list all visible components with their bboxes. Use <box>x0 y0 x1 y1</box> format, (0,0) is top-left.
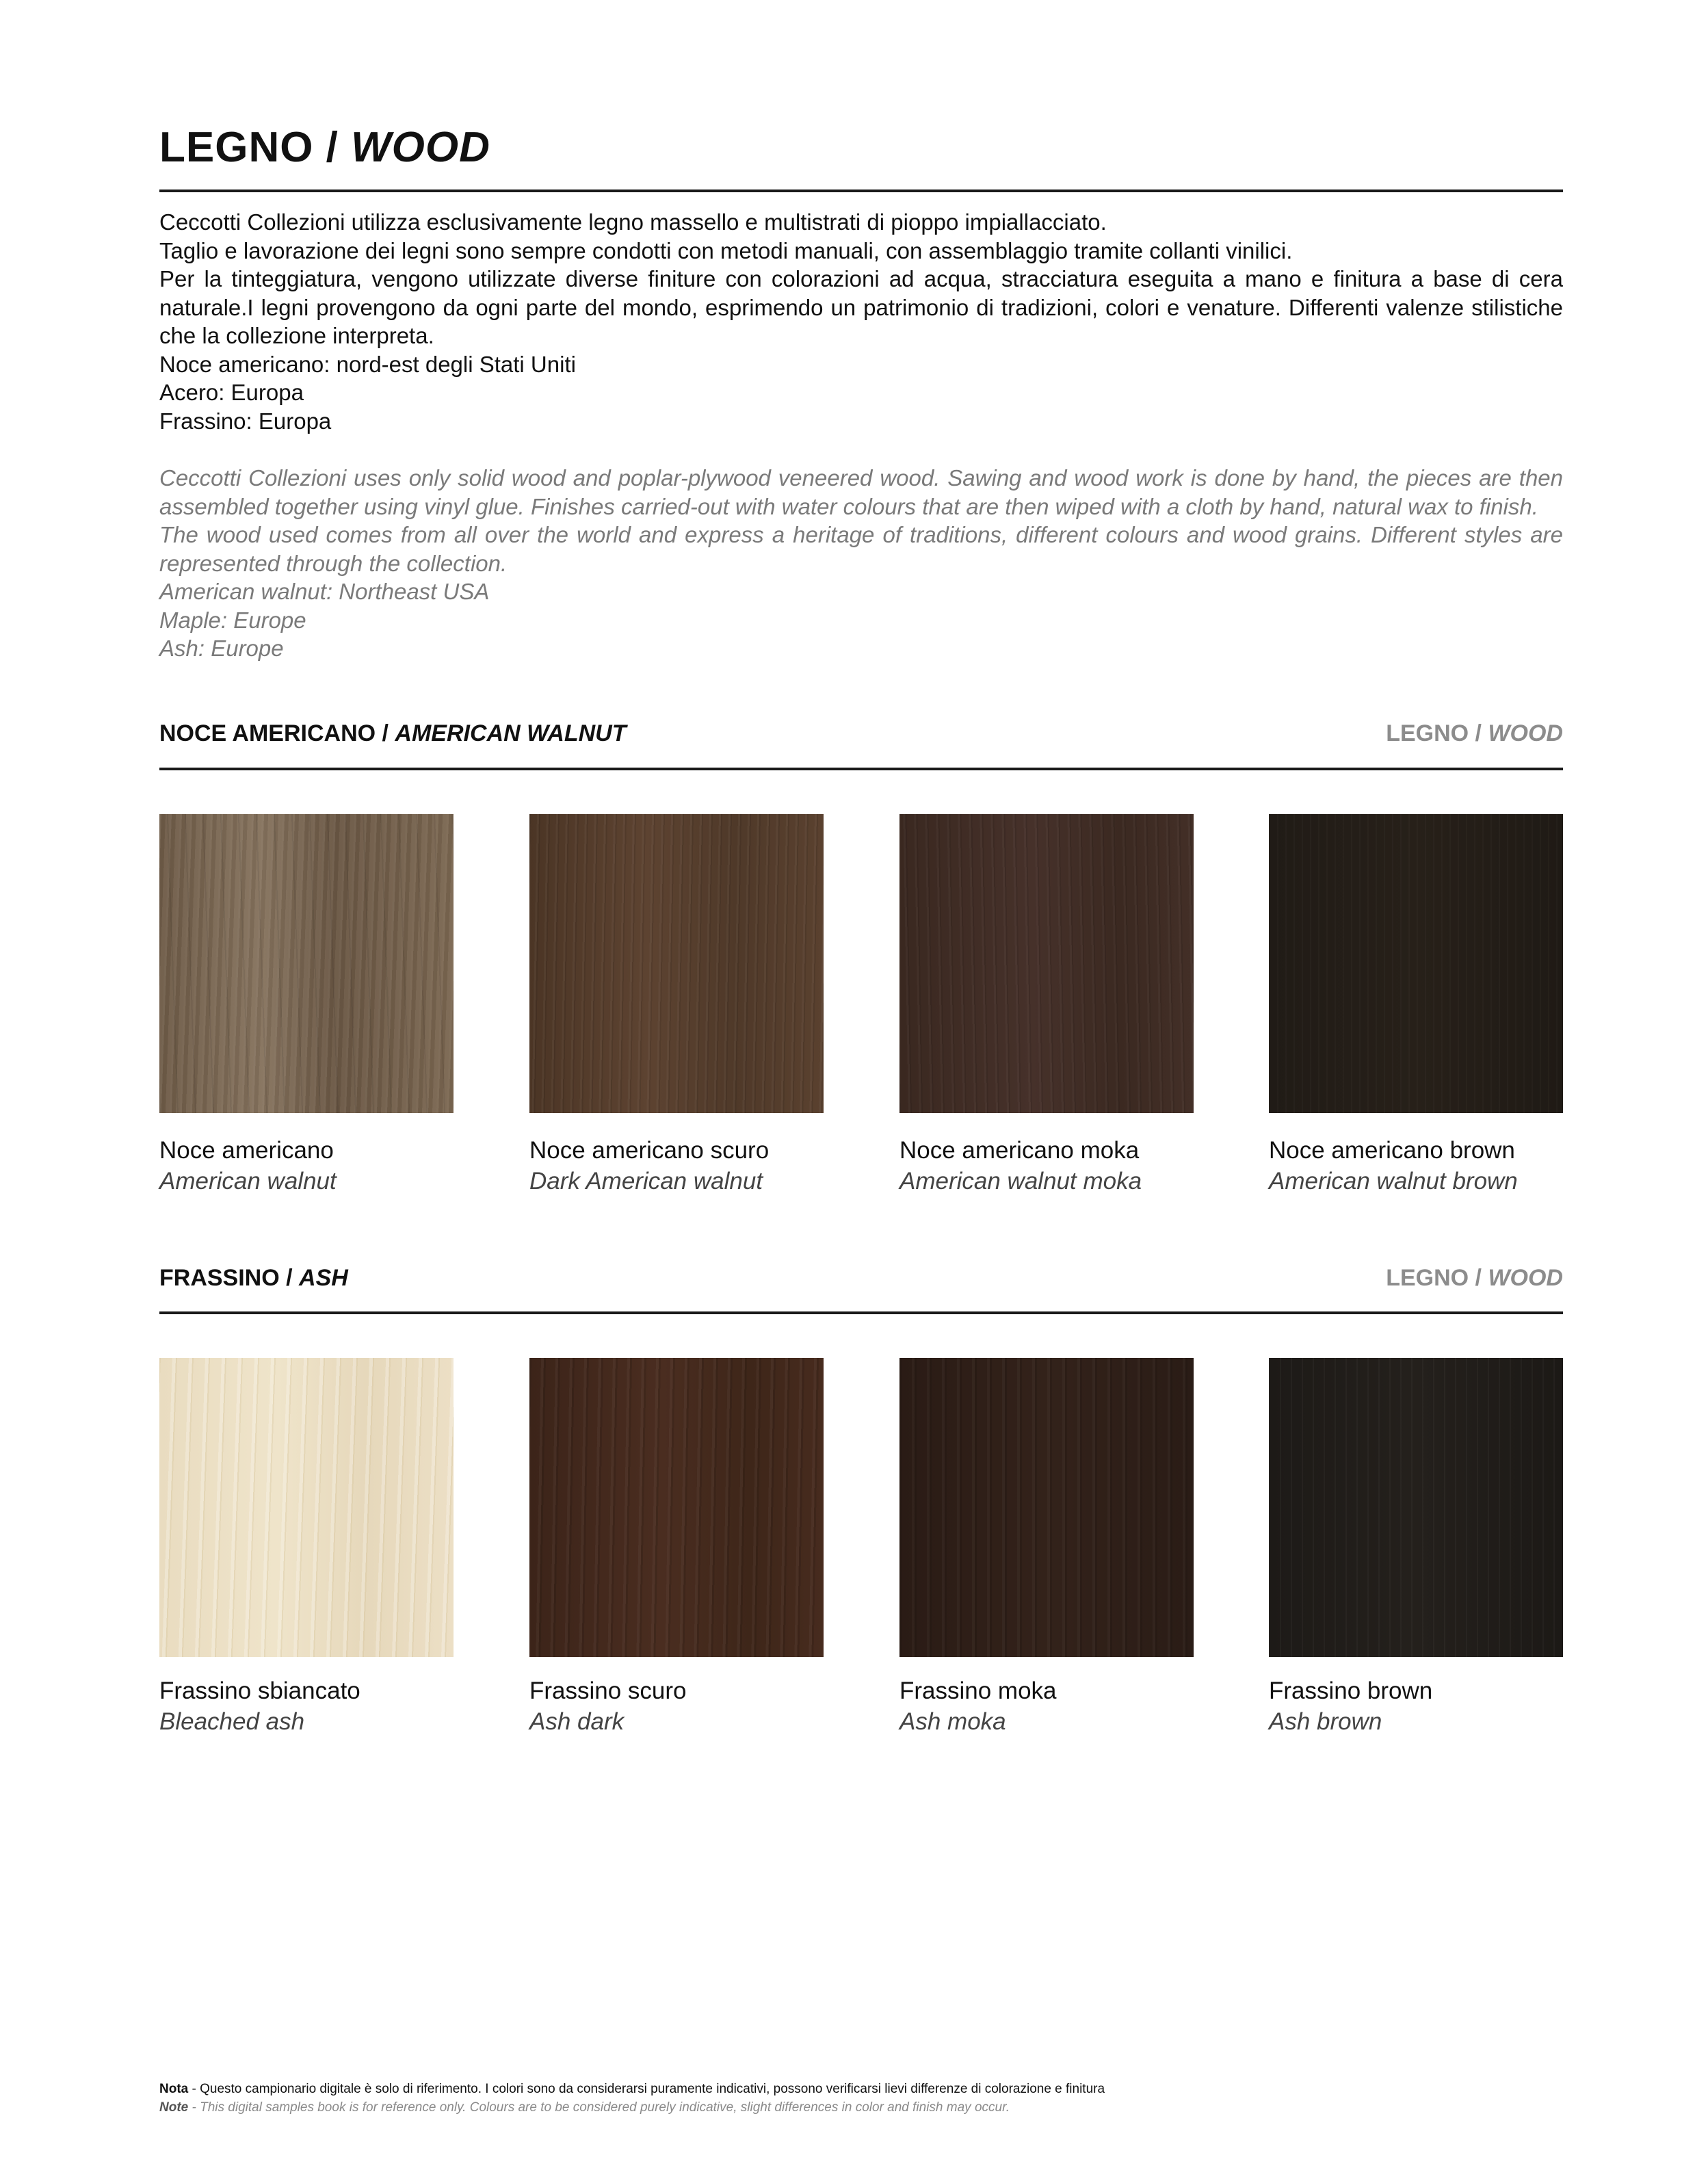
intro-it-line: Taglio e lavorazione dei legni sono sempre condotti con metodi manuali, con assemblaggio tramite collanti vinilici. <box>159 237 1293 263</box>
swatch-label-en: Ash dark <box>529 1708 625 1735</box>
intro-it-paragraph: Per la tinteggiatura, vengono utilizzate diverse finiture con colorazioni ad acqua, stracciatura eseguita a mano e finitura a base di cera naturale.I legni provengono da ogni parte del mondo, esprimendo un patrimonio di tradizioni, colori e venature. Differenti valenze stilistiche che la collezione interpreta. <box>159 266 1563 348</box>
page-title-en: WOOD <box>351 124 490 171</box>
swatch-label: Frassino moka <box>899 1677 1057 1704</box>
note-text-it: - Questo campionario digitale è solo di riferimento. I colori sono da considerarsi puramente indicativi, possono verificarsi lievi differenze di colorazione e finitura <box>188 2082 1105 2096</box>
section-tag-ash <box>1386 1265 1563 1292</box>
origin-maple-it: Acero: Europa <box>159 380 304 405</box>
section-tag-en: WOOD <box>1488 720 1563 746</box>
origin-ash-it: Frassino: Europa <box>159 408 332 434</box>
swatch-label: Noce americano scuro <box>529 1137 770 1164</box>
swatch-label: Noce americano brown <box>1269 1137 1515 1164</box>
section-title-ash <box>159 1265 348 1292</box>
swatch-american-walnut <box>159 814 454 1113</box>
swatch-label-en: Bleached ash <box>159 1708 305 1735</box>
origin-walnut-en: American walnut: Northeast USA <box>159 579 490 604</box>
swatch-american-walnut-brown <box>1269 814 1563 1113</box>
section-divider-ash <box>159 1311 1563 1314</box>
intro-en-paragraph: Ceccotti Collezioni uses only solid wood and poplar-plywood veneered wood. Sawing and wood work is done by hand, the pieces are then assembled together using vinyl glue. Finishes carried-out with water colours that are then wiped with a cloth by hand, natural wax to finish. <box>159 465 1563 519</box>
swatch-label-en: American walnut moka <box>899 1168 1142 1194</box>
section-title-it: FRASSINO / <box>159 1265 300 1291</box>
swatch-label: Frassino sbiancato <box>159 1677 360 1704</box>
origin-maple-en: Maple: Europe <box>159 607 306 633</box>
footer-note-en <box>159 2100 1010 2115</box>
swatch-label-en: Dark American walnut <box>529 1168 763 1194</box>
intro-english <box>159 464 1563 663</box>
swatch-bleached-ash <box>159 1358 454 1657</box>
swatch-ash-moka <box>899 1358 1194 1657</box>
swatch-label: Frassino brown <box>1269 1677 1433 1704</box>
swatch-label: Noce americano moka <box>899 1137 1140 1164</box>
note-label-en: Note <box>159 2100 189 2115</box>
swatch-dark-american-walnut <box>529 814 824 1113</box>
swatch-label: Frassino scuro <box>529 1677 687 1704</box>
swatch-label-en: Ash moka <box>899 1708 1006 1735</box>
swatch-label-en: Ash brown <box>1269 1708 1382 1735</box>
section-title-en: AMERICAN WALNUT <box>395 720 627 746</box>
section-tag-en: WOOD <box>1488 1265 1563 1291</box>
note-label-it: Nota <box>159 2082 189 2096</box>
swatch-american-walnut-moka <box>899 814 1194 1113</box>
intro-italian <box>159 208 1563 435</box>
section-tag-it: LEGNO / <box>1386 1265 1488 1291</box>
title-divider <box>159 190 1563 192</box>
intro-it-line: Ceccotti Collezioni utilizza esclusivamente legno massello e multistrati di pioppo impiallacciato. <box>159 209 1107 235</box>
section-title-walnut <box>159 720 627 747</box>
section-tag-walnut <box>1386 720 1563 747</box>
swatch-label: Noce americano <box>159 1137 334 1164</box>
note-text-en: - This digital samples book is for reference only. Colours are to be considered purely indicative, slight differences in color and finish may occur. <box>188 2100 1010 2115</box>
footer-note-it <box>159 2082 1105 2097</box>
section-divider-walnut <box>159 768 1563 770</box>
section-tag-it: LEGNO / <box>1386 720 1488 746</box>
page-title <box>159 123 490 172</box>
intro-en-paragraph: The wood used comes from all over the world and express a heritage of traditions, different colours and wood grains. Different styles are represented through the collection. <box>159 522 1563 576</box>
section-title-it: NOCE AMERICANO / <box>159 720 395 746</box>
origin-walnut-it: Noce americano: nord-est degli Stati Uniti <box>159 351 576 377</box>
swatch-label-en: American walnut brown <box>1269 1168 1518 1194</box>
origin-ash-en: Ash: Europe <box>159 636 284 661</box>
swatch-ash-dark <box>529 1358 824 1657</box>
swatch-label-en: American walnut <box>159 1168 337 1194</box>
section-title-en: ASH <box>299 1265 348 1291</box>
page-title-it: LEGNO / <box>159 124 352 171</box>
swatch-ash-brown <box>1269 1358 1563 1657</box>
